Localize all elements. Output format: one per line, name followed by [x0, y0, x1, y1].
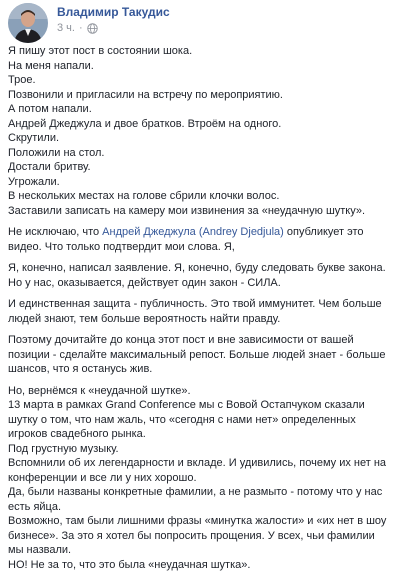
text-line: бизнесе». За это я хотел бы попросить прощения. У всех, чьи фамилии	[8, 529, 375, 542]
post-time[interactable]: 3 ч.	[57, 22, 75, 34]
text-line: И единственная защита - публичность. Это твой иммунитет. Чем больше	[8, 298, 382, 310]
text-line: Угрожали.	[8, 175, 60, 188]
meta-separator: ·	[78, 22, 83, 34]
paragraph-repost	[8, 333, 399, 377]
paragraph-video	[8, 225, 399, 254]
text-line: мы назвали.	[8, 544, 72, 556]
text-line: В нескольких местах на голове сбрили клочки волос.	[8, 190, 280, 202]
text-line: Под грустную музыку.	[8, 442, 119, 455]
text-line: Но у нас, оказывается, действует один закон - СИЛА.	[8, 276, 281, 289]
author-avatar[interactable]	[8, 3, 48, 43]
post-text	[8, 44, 399, 572]
text-line: Трое.	[8, 74, 36, 86]
post-header	[8, 0, 399, 44]
text-line: есть яйца.	[8, 500, 62, 513]
text-line: Поэтому дочитайте до конца этот пост и вне зависимости от вашей	[8, 334, 354, 346]
text-line: шансов, что я останусь жив.	[8, 363, 153, 375]
text-segment: опубликует это видео. Что только подтвердит мои слова. Я,	[8, 226, 367, 253]
text-line: Я пишу этот пост в состоянии шока.	[8, 45, 193, 57]
text-line: игроков свадебного рынка.	[8, 428, 146, 440]
author-name[interactable]: Владимир Такудис	[57, 5, 170, 19]
paragraph-statement	[8, 261, 399, 290]
text-line: На меня напали.	[8, 59, 94, 72]
text-line: людей знают, тем больше вероятность найти правду.	[8, 312, 281, 325]
paragraph-attack	[8, 44, 399, 218]
text-line: Скрутили.	[8, 132, 60, 144]
text-segment: Не исключаю, что	[8, 226, 103, 238]
text-line: А потом напали.	[8, 103, 92, 115]
paragraph-publicity	[8, 297, 399, 326]
text-line: Но, вернёмся к «неудачной шутке».	[8, 384, 191, 397]
text-line: Я, конечно, написал заявление. Я, конечно, буду следовать букве закона.	[8, 262, 386, 274]
text-line: Заставили записать на камеру мои извинения за «неудачную шутку».	[8, 204, 366, 217]
profile-link[interactable]: Андрей Джеджула (Andrey Djedjula)	[102, 226, 284, 238]
avatar-photo	[8, 3, 48, 43]
text-line: позиции - сделайте максимальный репост. Больше людей знает - больше	[8, 348, 386, 361]
text-line: Вспомнили об их легендарности и вкладе. И удивились, почему их нет на	[8, 457, 387, 469]
globe-icon[interactable]	[87, 23, 98, 34]
text-line: Да, были названы конкретные фамилии, а не размыто - потому что у нас	[8, 486, 383, 498]
text-line: 13 марта в рамках Grand Conference мы с Вовой Остапчуком сказали	[8, 399, 365, 411]
text-line: Позвонили и пригласили на встречу по мероприятию.	[8, 88, 283, 101]
text-line: Положили на стол.	[8, 146, 105, 159]
text-line: конференции и все ли у них хорошо.	[8, 471, 197, 484]
text-line: Возможно, там были лишними фразы «минутка жалости» и «их нет в шоу	[8, 515, 387, 527]
post-meta	[57, 22, 98, 34]
text-line: шутку о том, что нам жаль, что «сегодня с нами нет» определенных	[8, 413, 356, 426]
text-line: НО! Не за то, что это была «неудачная шутка».	[8, 558, 251, 571]
paragraph-joke	[8, 384, 399, 573]
text-line: Достали бритву.	[8, 161, 91, 173]
text-line: Андрей Джеджула и двое братков. Втроём на одного.	[8, 117, 282, 130]
